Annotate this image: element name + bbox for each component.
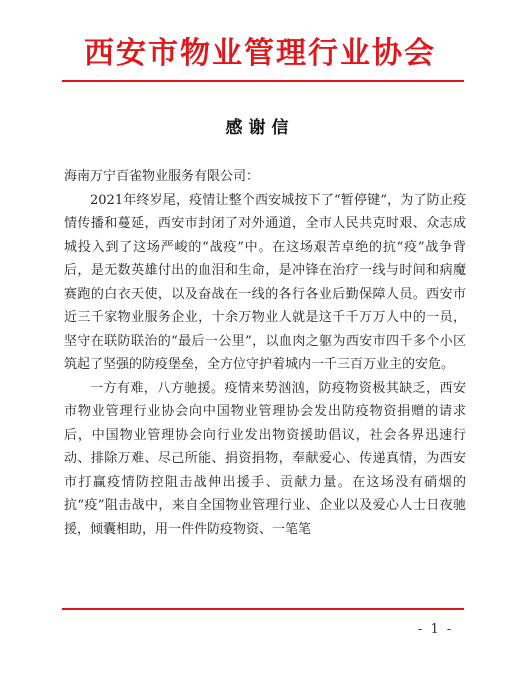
letter-title: 感谢信 xyxy=(225,118,295,138)
salutation: 海南万宁百雀物业服务有限公司： xyxy=(64,169,260,184)
paragraph-1: 2021年终岁尾，疫情让整个西安城按下了“暂停键”，为了防止疫情传播和蔓延，西安市封闭了对外通道，全市人民共克时艰、众志成城投入到了这场严峻的“战疫”中。在这场艰苦卓绝的抗“疫”战争背后，是无数英雄付出的血泪和生命，是冲锋在治疗一线与时间和病魔赛跑的白衣天使，以及奋战在一线的各行各业后勤保障人员。西安市近三千家物业服务企业，十余万物业人就是这千千万万人中的一员，坚守在联防联治的“最后一公里”，以血肉之躯为西安市四千多个小区筑起了坚强的防疫堡垒，全方位守护着城内一千三百万业主的安危。 xyxy=(64,192,466,372)
footer-divider xyxy=(62,608,464,610)
page-number: - 1 - xyxy=(418,622,454,637)
paragraph-2: 一方有难，八方驰援。疫情来势汹汹，防疫物资极其缺乏，西安市物业管理行业协会向中国物业管理协会发出防疫物资捐赠的请求后，中国物业管理协会向行业发出物资援助倡议，社会各界迅速行动、排除万难、尽己所能、捐资捐物，奉献爱心、传递真情，为西安市打赢疫情防控阻击战伸出援手、贡献力量。在这场没有硝烟的抗“疫”阻击战中，来自全国物业管理行业、企业以及爱心人士日夜驰援，倾囊相助，用一件件防疫物资、一笔笔 xyxy=(64,380,466,537)
letterhead-title: 西安市物业管理行业协会 xyxy=(84,36,436,71)
letterhead-divider-top xyxy=(62,80,464,82)
letter-body xyxy=(64,165,466,541)
